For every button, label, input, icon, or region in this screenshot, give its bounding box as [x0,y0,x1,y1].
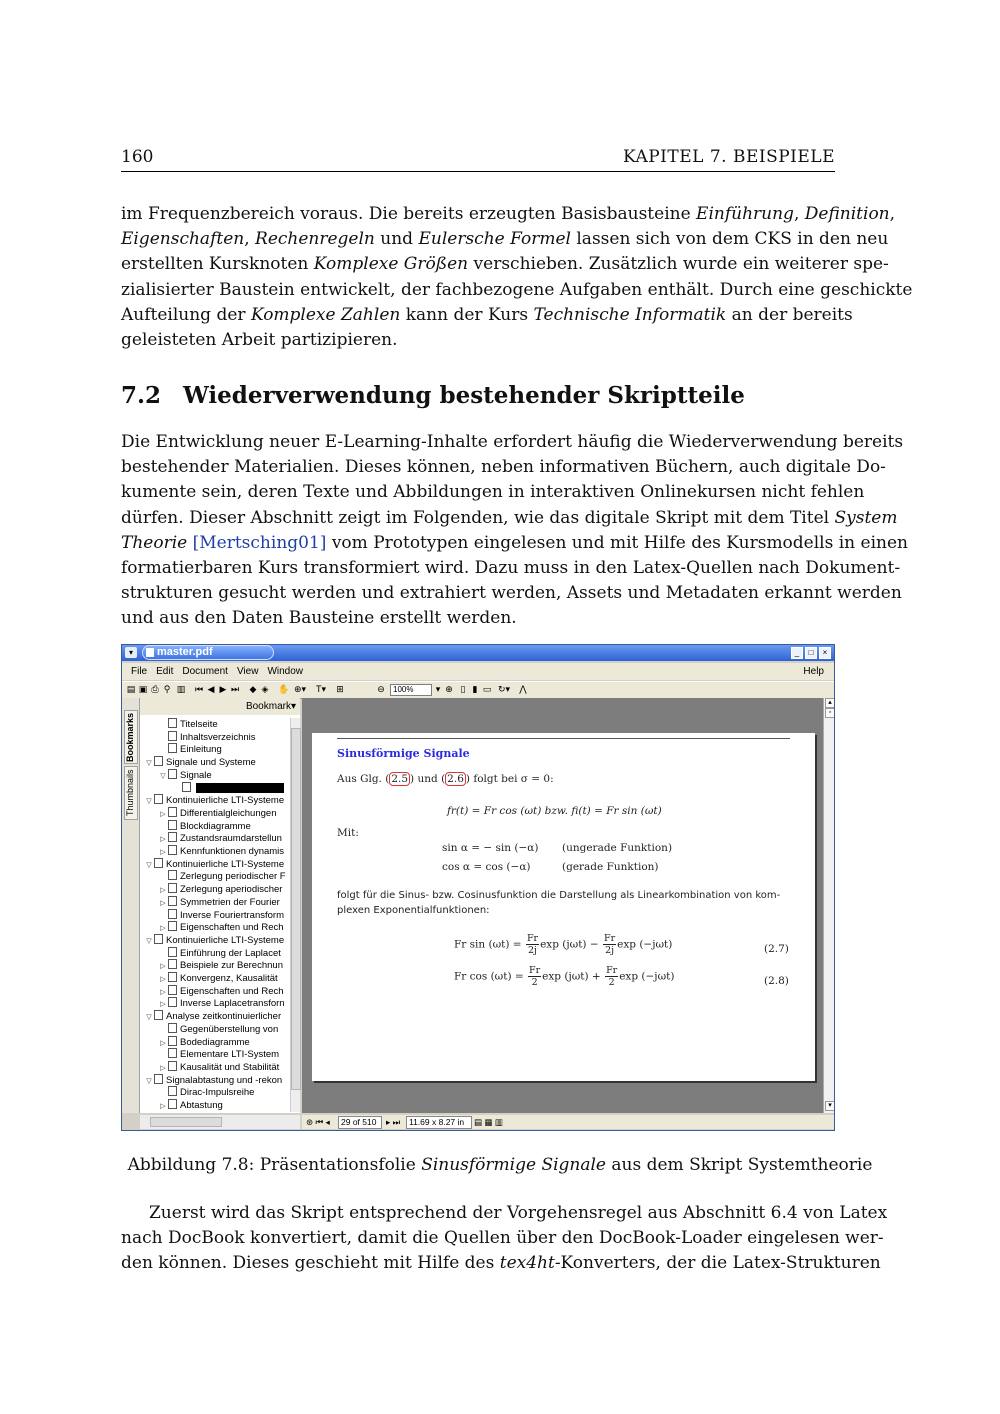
section-number: 7.2 [121,382,162,409]
menu-window[interactable]: Window [267,666,304,677]
bookmarks-header [140,698,300,715]
bookmark-label: Blockdiagramme [180,820,251,832]
page-icon [168,909,177,919]
bookmark-label: Kausalität und Stabilität [180,1061,280,1073]
bookmark-item[interactable] [158,883,282,895]
bookmark-label: Gegenüberstellung von [180,1023,279,1035]
forward-icon[interactable]: ◈ [261,684,269,694]
bookmark-item[interactable] [144,756,256,768]
page-icon [168,718,177,728]
collapsed-icon[interactable]: ▷ [160,887,166,895]
bookmark-item[interactable] [158,947,281,959]
expanded-icon[interactable]: ▽ [146,1014,152,1022]
bookmark-label: Dirac-Impulsreihe [180,1087,255,1099]
bookmark-label: Signale und Systeme [166,757,256,769]
page-icon [168,947,177,957]
next-page-icon[interactable]: ▶ [219,684,227,694]
system-menu-icon[interactable]: ▾ [125,647,137,658]
bookmark-item[interactable] [158,718,218,730]
bookmark-label: Inhaltsverzeichnis [180,731,256,743]
document-scrollbar[interactable] [823,698,835,1113]
bookmark-item[interactable] [144,794,284,806]
equation-sin-note: (ungerade Funktion) [562,842,673,854]
page-icon [168,1086,177,1096]
document-view[interactable] [302,698,823,1113]
page-icon [154,858,163,868]
bookmark-item[interactable] [158,997,285,1009]
bookmark-label: Differentialgleichungen [180,807,277,819]
zoom-out-icon[interactable]: ⊖ [377,684,385,694]
page-icon [154,756,163,766]
selected-bookmark-highlight [196,783,284,793]
bookmark-label: Kontinuierliche LTI-Systeme [166,858,285,870]
back-icon[interactable]: ◆ [249,684,257,694]
fit-page-icon[interactable]: ▮ [472,684,478,694]
page-number-field[interactable]: 29 of 510 [338,1116,382,1129]
pdf-document-icon [146,648,154,657]
bookmark-item[interactable] [158,1048,279,1060]
window-title-tab[interactable] [142,645,274,660]
page-icon [168,820,177,830]
bookmark-item[interactable] [158,820,251,832]
bookmark-item[interactable] [158,896,280,908]
menu-file[interactable]: File [131,666,148,677]
bookmark-item[interactable] [144,1010,281,1022]
page-icon [168,731,177,741]
page-icon [168,972,177,982]
expanded-icon[interactable]: ▽ [146,1077,152,1085]
toolbar [122,681,834,699]
bookmarks-panel [140,698,300,1113]
bookmark-label: Abtastung [180,1100,223,1111]
open-icon[interactable]: ▤ [126,684,136,694]
bookmark-label: Eigenschaften und Rech [180,922,284,934]
bookmark-item[interactable] [158,743,222,755]
expanded-icon[interactable]: ▽ [146,760,152,768]
collapsed-icon[interactable]: ▷ [160,1103,166,1110]
figure-caption: Abbildung 7.8: Präsentationsfolie Sinusförmige Signale aus dem Skript Systemtheorie [127,1155,873,1175]
paragraph-1: im Frequenzbereich voraus. Die bereits erzeugten Basisbausteine Einführung, Definition, Eigenschaften, Rechenregeln und Eulersche Formel lassen sich von dem CKS in den neu erstellten Kursknoten Komplexe Größen verschieben. Zusätzlich wurde ein weiterer spe- zialisierter Baustein entwickelt, der fachbezogene Aufgaben enthält. Durch eine geschickte Aufteilung der Komplexe Zahlen kann der Kurs Technische Informatik an der bereits geleisteten Arbeit partizipieren. [121,204,913,351]
figure-screenshot [121,644,835,1131]
bookmark-label: Zustandsraumdarstellun [180,833,282,845]
bookmark-label: Symmetrien der Fourier [180,896,280,908]
print-icon[interactable]: ⎙ [151,684,159,694]
bookmark-item[interactable] [158,845,284,857]
collapsed-icon[interactable]: ▷ [160,963,166,971]
page-icon [182,782,191,792]
bookmark-label: Einleitung [180,744,222,756]
bookmark-label: Kontinuierliche LTI-Systeme [166,795,285,807]
zoom-tool-icon[interactable]: ⊕▾ [293,684,307,694]
equation-2-8: Fr cos (ωt) = $\frac{Fr}{2}$ exp (jωt) + $\frac{Fr}{2}$ exp (−jωt) [454,965,675,988]
page-icon [154,1010,163,1020]
actual-size-icon[interactable]: ▯ [460,684,466,694]
tab-bookmarks[interactable]: Bookmarks [124,710,138,764]
equation-fr-fi: fr(t) = Fr cos (ωt) bzw. fi(t) = Fr sin (ωt) [447,805,662,817]
expanded-icon[interactable]: ▽ [146,937,152,945]
prev-page-icon[interactable]: ◀ [207,684,215,694]
collapsed-icon[interactable]: ▷ [160,849,166,856]
slide-page [312,733,815,1081]
bookmark-item[interactable] [158,972,278,984]
slide-mit: Mit: [337,827,359,839]
bookmark-item[interactable] [158,1036,250,1048]
collapsed-icon[interactable]: ▷ [160,1039,166,1047]
bookmark-item[interactable] [158,1099,223,1111]
reflow-icon[interactable]: ⋀ [519,684,527,694]
bookmark-item[interactable] [158,731,256,743]
bookmark-item[interactable] [158,870,286,882]
snapshot-icon[interactable]: ⊞ [336,684,344,694]
page-icon [168,921,177,931]
bookmark-item[interactable] [158,909,284,921]
window-titlebar [122,645,834,661]
bookmark-item[interactable] [158,807,276,819]
bookmark-label: Einführung der Laplacet [180,947,281,959]
bookmark-label: Analyse zeitkontinuierlicher [166,1011,282,1023]
menu-help[interactable]: Help [803,666,824,677]
page-icon [168,896,177,906]
slide-text-1: folgt für die Sinus- bzw. Cosinusfunktion die Darstellung als Linearkombination von kom- [337,890,781,901]
menu-document[interactable]: Document [182,666,228,677]
bookmark-item[interactable] [158,769,212,781]
page-number: 160 [121,147,154,167]
equation-ref-2-6[interactable]: 2.6 [447,773,464,785]
bookmark-label: Konvergenz, Kausalität [180,973,278,984]
equation-cos: cos α = cos (−α) [442,861,531,873]
bookmark-item[interactable] [158,1061,279,1073]
zoom-level-field[interactable]: 100% [390,684,432,696]
menu-bar [122,663,834,680]
slide-intro-line: Aus Glg. ( 2.5 ) und ( 2.6 ) folgt bei σ = 0: [337,773,554,785]
bookmark-item[interactable] [158,1086,254,1098]
minimize-icon[interactable]: _ [791,647,803,659]
bookmark-item[interactable] [144,858,284,870]
running-header [121,147,835,172]
section-title: Wiederverwendung bestehender Skriptteile [183,382,745,409]
zoom-in-icon[interactable]: ⊕ [445,684,453,694]
first-page-icon[interactable]: ⏮ [194,684,204,694]
collapsed-icon[interactable]: ▷ [160,925,166,933]
page-icon [168,1061,177,1071]
bookmark-label: Eigenschaften und Rech [180,985,284,997]
bookmark-label: Bodediagramme [180,1036,250,1048]
text-select-icon[interactable]: T▾ [315,684,326,694]
bookmark-item[interactable] [158,959,283,971]
zoom-dropdown-icon[interactable]: ▾ [435,684,441,694]
bookmark-menu-button[interactable]: Bookmark▾ [245,701,296,712]
bookmark-tree [140,718,290,1112]
expanded-icon[interactable]: ▽ [146,861,152,869]
page-icon [168,1023,177,1033]
equation-cos-note: (gerade Funktion) [562,861,659,873]
page-icon [168,845,177,855]
bookmarks-scrollbar[interactable] [290,718,300,1112]
page-icon [168,832,177,842]
collapsed-icon[interactable]: ▷ [160,1001,166,1009]
page-icon [168,883,177,893]
status-bar [302,1115,834,1129]
paragraph-3: Zuerst wird das Skript entsprechend der Vorgehensregel aus Abschnitt 6.4 von Latex nach DocBook konvertiert, damit die Quellen über den DocBook-Loader eingelesen wer- den können. Dieses geschieht mit Hilfe des tex4ht-Konverters, der die Latex-Strukturen [121,1203,888,1274]
bookmark-label: Titelseite [180,719,218,730]
collapsed-icon[interactable]: ▷ [160,810,166,818]
fit-width-icon[interactable]: ▭ [482,684,492,694]
menu-edit[interactable]: Edit [156,666,174,677]
paragraph-2: Die Entwicklung neuer E-Learning-Inhalte erfordert häufig die Wiederverwendung bereits bestehender Materialien. Dieses können, neben informativen Büchern, auch digitale Do- kumente sein, deren Texte und Abbildungen in interaktiven Onlinekursen nicht fehlen dürfen. Dieser Abschnitt zeigt im Folgenden, wie das digitale Skript mit dem Titel System Theorie [Mertsching01] vom Prototypen eingelesen und mit Hilfe des Kursmodells in einen formatierbaren Kurs transformiert wird. Dazu muss in den Latex-Quellen nach Dokument- strukturen gesucht werden und extrahiert werden, Assets und Metadaten erkannt werden und aus den Daten Bausteine erstellt werden. [121,432,908,629]
page-icon [168,985,177,995]
page-icon [168,743,177,753]
hand-tool-icon[interactable]: ✋ [278,684,290,694]
panel-icon[interactable]: ▥ [176,684,186,694]
collapsed-icon[interactable]: ▷ [160,899,166,907]
bookmark-label: Beispiele zur Berechnun [180,960,283,972]
equation-2-7: Fr sin (ωt) = $\frac{Fr}{2j}$ exp (jωt) − $\frac{Fr}{2j}$ exp (−jωt) [454,933,673,956]
equation-number-2-7: (2.7) [764,943,789,955]
scroll-up-icon[interactable]: ▴ [825,698,835,708]
tab-thumbnails[interactable]: Thumbnails [124,766,138,820]
page-icon [154,794,163,804]
bookmark-item[interactable] [158,1023,278,1035]
bookmark-label: Signalabtastung und -rekon [166,1074,283,1086]
bookmark-label: Inverse Fouriertransform [180,909,285,921]
bookmark-label: Elementare LTI-System [180,1049,280,1061]
bookmark-label: Zerlegung periodischer F [180,871,286,883]
bookmark-item[interactable] [158,832,282,844]
expanded-icon[interactable]: ▽ [146,798,152,806]
collapsed-icon[interactable]: ▷ [160,836,166,844]
bookmark-item[interactable] [172,782,284,794]
page-icon [154,1074,163,1084]
rotate-icon[interactable]: ↻▾ [497,684,511,694]
collapsed-icon[interactable]: ▷ [160,1064,166,1072]
bookmark-label: Zerlegung aperiodischer [180,884,283,896]
close-icon[interactable]: × [819,647,831,659]
page-icon [168,959,177,969]
scroll-down-icon[interactable]: ▾ [825,1101,835,1111]
equation-ref-2-5[interactable]: 2.5 [391,773,409,785]
page-icon [168,1036,177,1046]
window-title: master.pdf [157,646,213,658]
expanded-icon[interactable]: ▽ [160,772,166,780]
layout-icons[interactable]: ▤ ▦ ▥ [474,1117,503,1127]
page-icon [168,807,177,817]
page-icon [168,997,177,1007]
bookmark-item[interactable] [158,985,284,997]
bookmarks-hscrollbar[interactable] [140,1115,300,1129]
page-icon [168,870,177,880]
slide-title: Sinusförmige Signale [337,747,470,760]
equation-number-2-8: (2.8) [764,975,789,987]
bookmark-item[interactable] [144,934,284,946]
page-icon [154,934,163,944]
chapter-title: KAPITEL 7. BEISPIELE [622,147,835,167]
save-icon[interactable]: ▣ [138,684,148,694]
status-next-icons[interactable]: ▸ ⏭ [386,1117,401,1127]
status-nav-icons[interactable]: ⊛ ⏮ ◂ [306,1117,330,1127]
page-size-field: 11.69 x 8.27 in [406,1116,472,1129]
bookmark-item[interactable] [158,921,284,933]
bookmark-label: Kennfunktionen dynamis [180,846,285,857]
page-icon [168,1048,177,1058]
find-icon[interactable]: ⚲ [163,684,171,694]
bookmark-label: Kontinuierliche LTI-Systeme [166,934,285,946]
navigation-tabs [122,698,140,1113]
bookmark-label: Inverse Laplacetransforn [180,998,285,1010]
bookmark-item[interactable] [144,1074,282,1086]
page-icon [168,1099,177,1109]
last-page-icon[interactable]: ⏭ [230,684,240,694]
equation-sin: sin α = − sin (−α) [442,842,539,854]
citation-link[interactable]: [Mertsching01] [192,532,327,553]
maximize-icon[interactable]: □ [805,647,817,659]
bookmark-label: Signale [180,769,212,781]
slide-text-2: plexen Exponentialfunktionen: [337,905,490,916]
collapsed-icon[interactable]: ▷ [160,988,166,996]
page-icon [168,769,177,779]
scroll-top-icon[interactable]: ▫ [825,708,835,718]
collapsed-icon[interactable]: ▷ [160,976,166,983]
menu-view[interactable]: View [236,666,259,677]
section-heading [121,382,745,409]
